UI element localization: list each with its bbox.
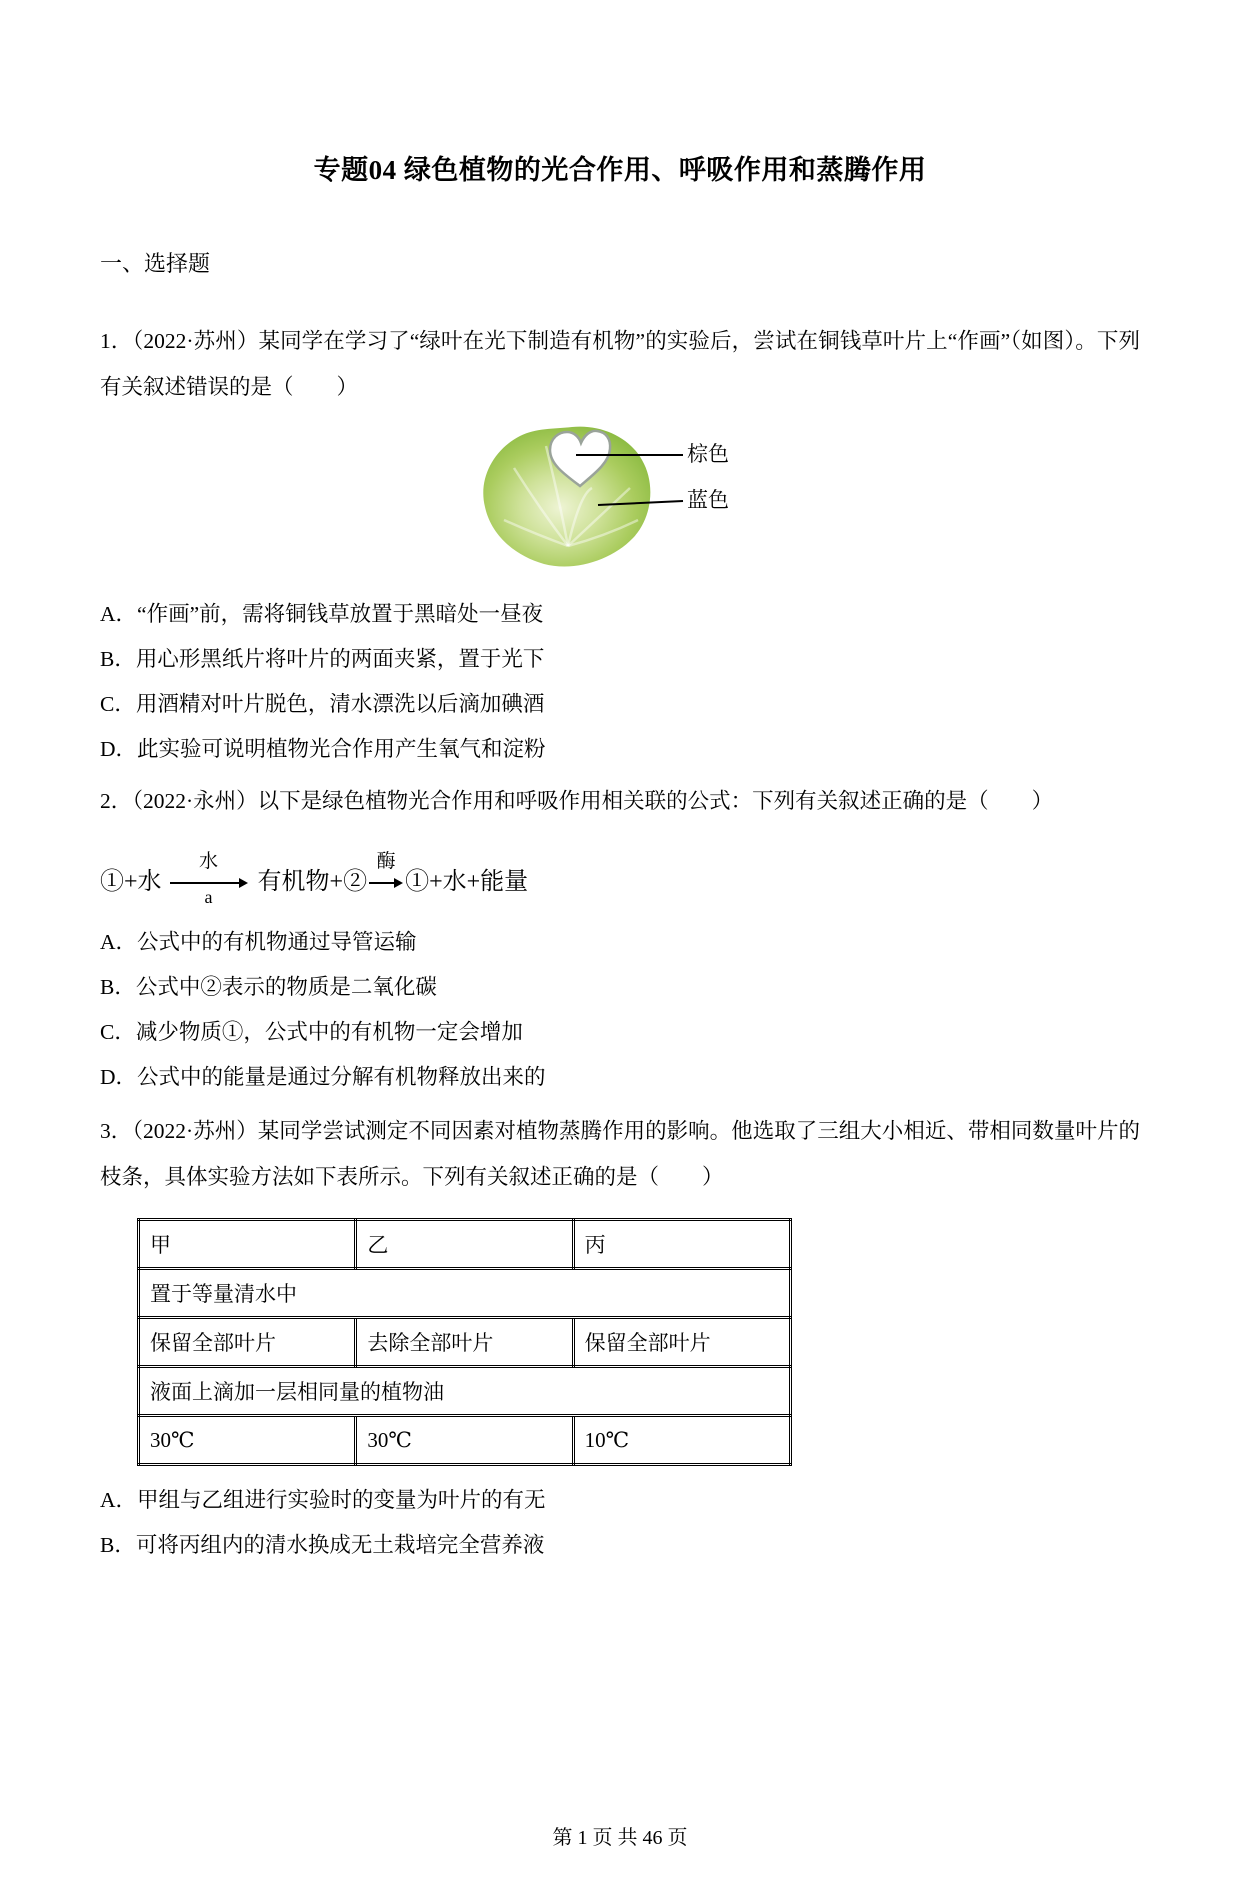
- q2-stem: 2．（2022·永州）以下是绿色植物光合作用和呼吸作用相关联的公式：下列有关叙述正确的是（ ）: [100, 789, 1054, 813]
- leaf-color-label: 蓝色: [687, 488, 729, 512]
- table-row-temperature: [139, 1416, 791, 1465]
- q2-option-a: A．公式中的有机物通过导管运输: [100, 930, 417, 954]
- question-2: [100, 778, 1140, 1100]
- question-3: [100, 1108, 1140, 1568]
- table-cell-temp-yi: 30℃: [356, 1416, 573, 1465]
- table-cell-leaves-jia: 保留全部叶片: [139, 1318, 356, 1367]
- page-title: 专题04 绿色植物的光合作用、呼吸作用和蒸腾作用: [313, 155, 927, 185]
- table-cell-temp-jia: 30℃: [139, 1416, 356, 1465]
- photosynthesis-respiration-formula: [100, 834, 1140, 906]
- q2-options: [100, 920, 1140, 1100]
- arrow-condition-above: 水: [199, 851, 219, 873]
- enzyme-arrow-icon: [369, 851, 403, 890]
- table-cell-group-jia: 甲: [139, 1220, 356, 1269]
- table-cell-leaves-yi: 去除全部叶片: [356, 1318, 573, 1367]
- table-row-leaves: [139, 1318, 791, 1367]
- table-row-groups: [139, 1220, 791, 1269]
- q3-stem: 3．（2022·苏州）某同学尝试测定不同因素对植物蒸腾作用的影响。他选取了三组大小相近、带相同数量叶片的枝条，具体实验方法如下表所示。下列有关叙述正确的是（ ）: [100, 1119, 1140, 1189]
- table-cell-temp-bing: 10℃: [573, 1416, 790, 1465]
- heart-color-label: 棕色: [687, 442, 729, 466]
- page-footer: 第 1 页 共 46 页: [552, 1827, 688, 1849]
- q2-option-b: B．公式中②表示的物质是二氧化碳: [100, 975, 437, 999]
- table-cell-oil: 液面上滴加一层相同量的植物油: [139, 1367, 791, 1416]
- table-cell-water: 置于等量清水中: [139, 1269, 791, 1318]
- formula-right-term: ①+水+能量: [405, 869, 529, 895]
- document-page: [0, 148, 1240, 1568]
- q3-option-a: A．甲组与乙组进行实验时的变量为叶片的有无: [100, 1488, 546, 1512]
- q1-option-b: B．用心形黑纸片将叶片的两面夹紧，置于光下: [100, 647, 545, 671]
- question-1: [100, 318, 1140, 772]
- section-heading: 一、选择题: [100, 251, 211, 276]
- experiment-table: [137, 1218, 792, 1466]
- enzyme-label: 酶: [376, 851, 396, 873]
- table-row-oil: [139, 1367, 791, 1416]
- formula-left-term: ①+水: [100, 869, 162, 895]
- reaction-arrow-icon: [170, 851, 248, 908]
- q1-option-d: D．此实验可说明植物光合作用产生氧气和淀粉: [100, 737, 546, 761]
- q3-options: [100, 1478, 1140, 1568]
- table-cell-group-bing: 丙: [573, 1220, 790, 1269]
- leaf-figure: [480, 424, 840, 576]
- table-cell-group-yi: 乙: [356, 1220, 573, 1269]
- q1-options: [100, 592, 1140, 772]
- q2-option-c: C．减少物质①，公式中的有机物一定会增加: [100, 1020, 523, 1044]
- q2-option-d: D．公式中的能量是通过分解有机物释放出来的: [100, 1065, 546, 1089]
- arrow-condition-below: a: [204, 887, 213, 908]
- q3-option-b: B．可将丙组内的清水换成无土栽培完全营养液: [100, 1533, 545, 1557]
- table-row-water: [139, 1269, 791, 1318]
- q1-stem: 1．（2022·苏州）某同学在学习了“绿叶在光下制造有机物”的实验后，尝试在铜钱草叶片上“作画”（如图）。下列有关叙述错误的是（ ）: [100, 329, 1140, 399]
- q1-option-a: A．“作画”前，需将铜钱草放置于黑暗处一昼夜: [100, 602, 544, 626]
- q1-option-c: C．用酒精对叶片脱色，清水漂洗以后滴加碘酒: [100, 692, 545, 716]
- table-cell-leaves-bing: 保留全部叶片: [573, 1318, 790, 1367]
- formula-middle-term: 有机物+②: [257, 869, 368, 895]
- leaf-image: [480, 424, 840, 576]
